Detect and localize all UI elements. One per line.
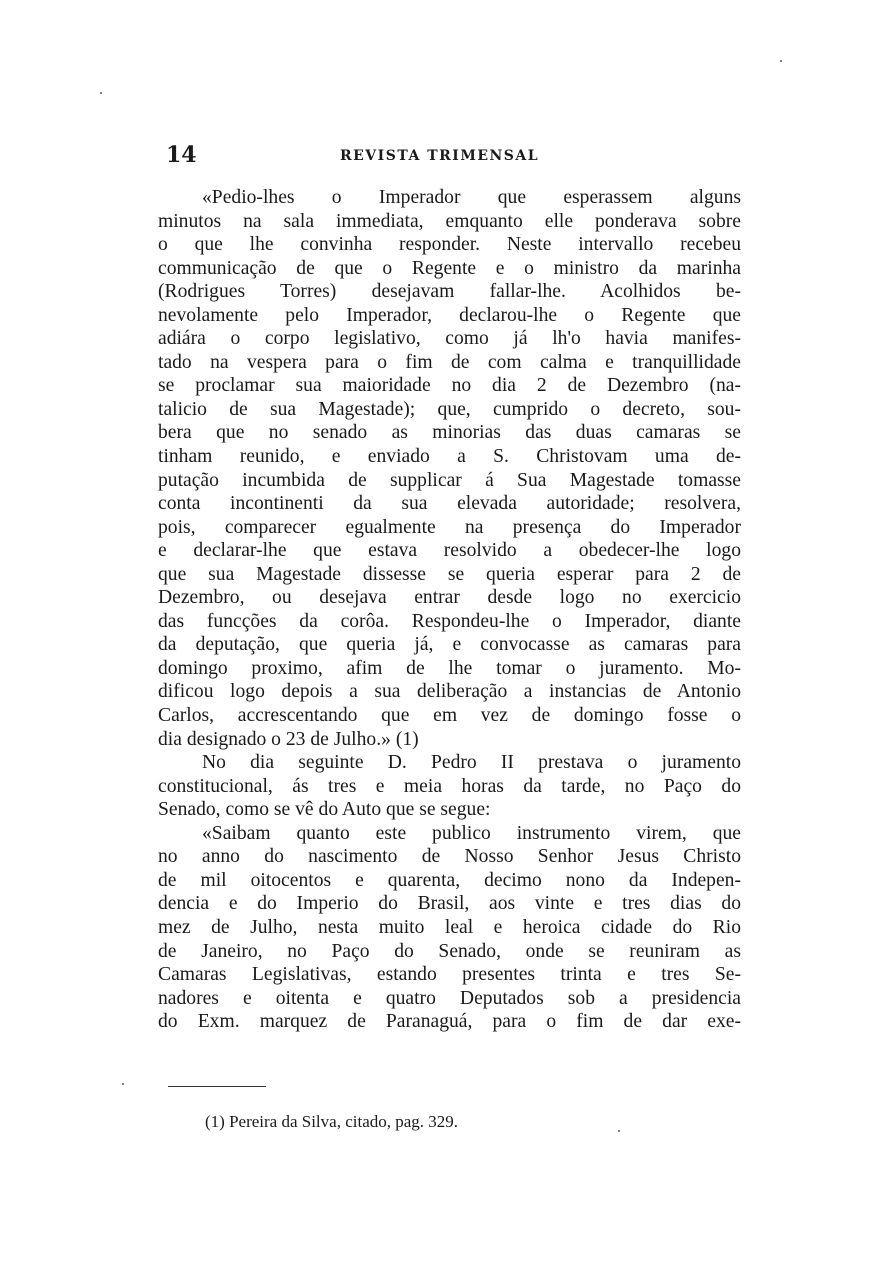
text-line: dificou logo depois a sua deliberação a instancias de Antonio	[158, 681, 741, 703]
text-line: putação incumbida de supplicar á Sua Magestade tomasse	[158, 469, 741, 491]
text-line: dia designado o 23 de Julho.» (1)	[158, 728, 419, 750]
text-line: Carlos, accrescentando que em vez de domingo fosse o	[158, 705, 741, 727]
scan-speck	[100, 92, 102, 94]
footnote: (1) Pereira da Silva, citado, pag. 329.	[205, 1112, 459, 1131]
text-line: No dia seguinte D. Pedro II prestava o juramento	[202, 752, 741, 774]
text-line: bera que no senado as minorias das duas camaras se	[158, 422, 741, 444]
text-line: communicação de que o Regente e o ministro da marinha	[158, 257, 741, 279]
text-line: talicio de sua Magestade); que, cumprido o decreto, sou-	[158, 398, 741, 420]
text-line: tinham reunido, e enviado a S. Christovam uma de-	[158, 446, 741, 468]
running-title: REVISTA TRIMENSAL	[340, 148, 540, 164]
text-line: Senado, como se vê do Auto que se segue:	[158, 799, 491, 821]
text-line: mez de Julho, nesta muito leal e heroica cidade do Rio	[158, 916, 741, 938]
footnote-divider	[168, 1086, 266, 1087]
text-line: que sua Magestade dissesse se queria esperar para 2 de	[158, 563, 741, 585]
scan-speck	[122, 1083, 124, 1085]
text-line: constitucional, ás tres e meia horas da tarde, no Paço do	[158, 775, 741, 797]
text-line: domingo proximo, afim de lhe tomar o juramento. Mo-	[158, 657, 741, 679]
text-line: conta incontinenti da sua elevada autoridade; resolvera,	[158, 493, 741, 515]
text-line: minutos na sala immediata, emquanto elle ponderava sobre	[158, 210, 741, 232]
text-line: no anno do nascimento de Nosso Senhor Jesus Christo	[158, 846, 741, 868]
text-line: dencia e do Imperio do Brasil, aos vinte e tres dias do	[158, 893, 741, 915]
text-line: «Saibam quanto este publico instrumento virem, que	[202, 822, 741, 844]
text-line: da deputação, que queria já, e convocasse as camaras para	[158, 634, 741, 656]
text-line: «Pedio-lhes o Imperador que esperassem alguns	[202, 187, 741, 208]
scan-speck	[780, 60, 782, 62]
text-line: de mil oitocentos e quarenta, decimo nono da Indepen-	[158, 869, 741, 891]
text-line: nadores e oitenta e quatro Deputados sob a presidencia	[158, 987, 741, 1009]
body-text	[158, 186, 741, 1034]
page-number: 14	[166, 142, 197, 168]
text-line: das funcções da corôa. Respondeu-lhe o Imperador, diante	[158, 610, 741, 632]
text-line: de Janeiro, no Paço do Senado, onde se reuniram as	[158, 940, 741, 962]
scan-speck	[618, 1130, 620, 1132]
text-line: Dezembro, ou desejava entrar desde logo no exercicio	[158, 587, 741, 609]
text-line: nevolamente pelo Imperador, declarou-lhe o Regente que	[158, 304, 741, 326]
text-line: pois, comparecer egualmente na presença do Imperador	[158, 516, 741, 538]
page-header	[160, 142, 740, 172]
text-line: adiára o corpo legislativo, como já lh'o havia manifes-	[158, 328, 741, 350]
text-line: tado na vespera para o fim de com calma e tranquillidade	[158, 351, 741, 373]
text-line: se proclamar sua maioridade no dia 2 de Dezembro (na-	[158, 375, 741, 397]
text-line: (Rodrigues Torres) desejavam fallar-lhe. Acolhidos be-	[158, 281, 741, 303]
text-line: do Exm. marquez de Paranaguá, para o fim de dar exe-	[158, 1011, 741, 1033]
text-line: Camaras Legislativas, estando presentes trinta e tres Se-	[158, 964, 741, 986]
text-line: e declarar-lhe que estava resolvido a obedecer-lhe logo	[158, 540, 741, 562]
text-line: o que lhe convinha responder. Neste intervallo recebeu	[158, 234, 741, 256]
